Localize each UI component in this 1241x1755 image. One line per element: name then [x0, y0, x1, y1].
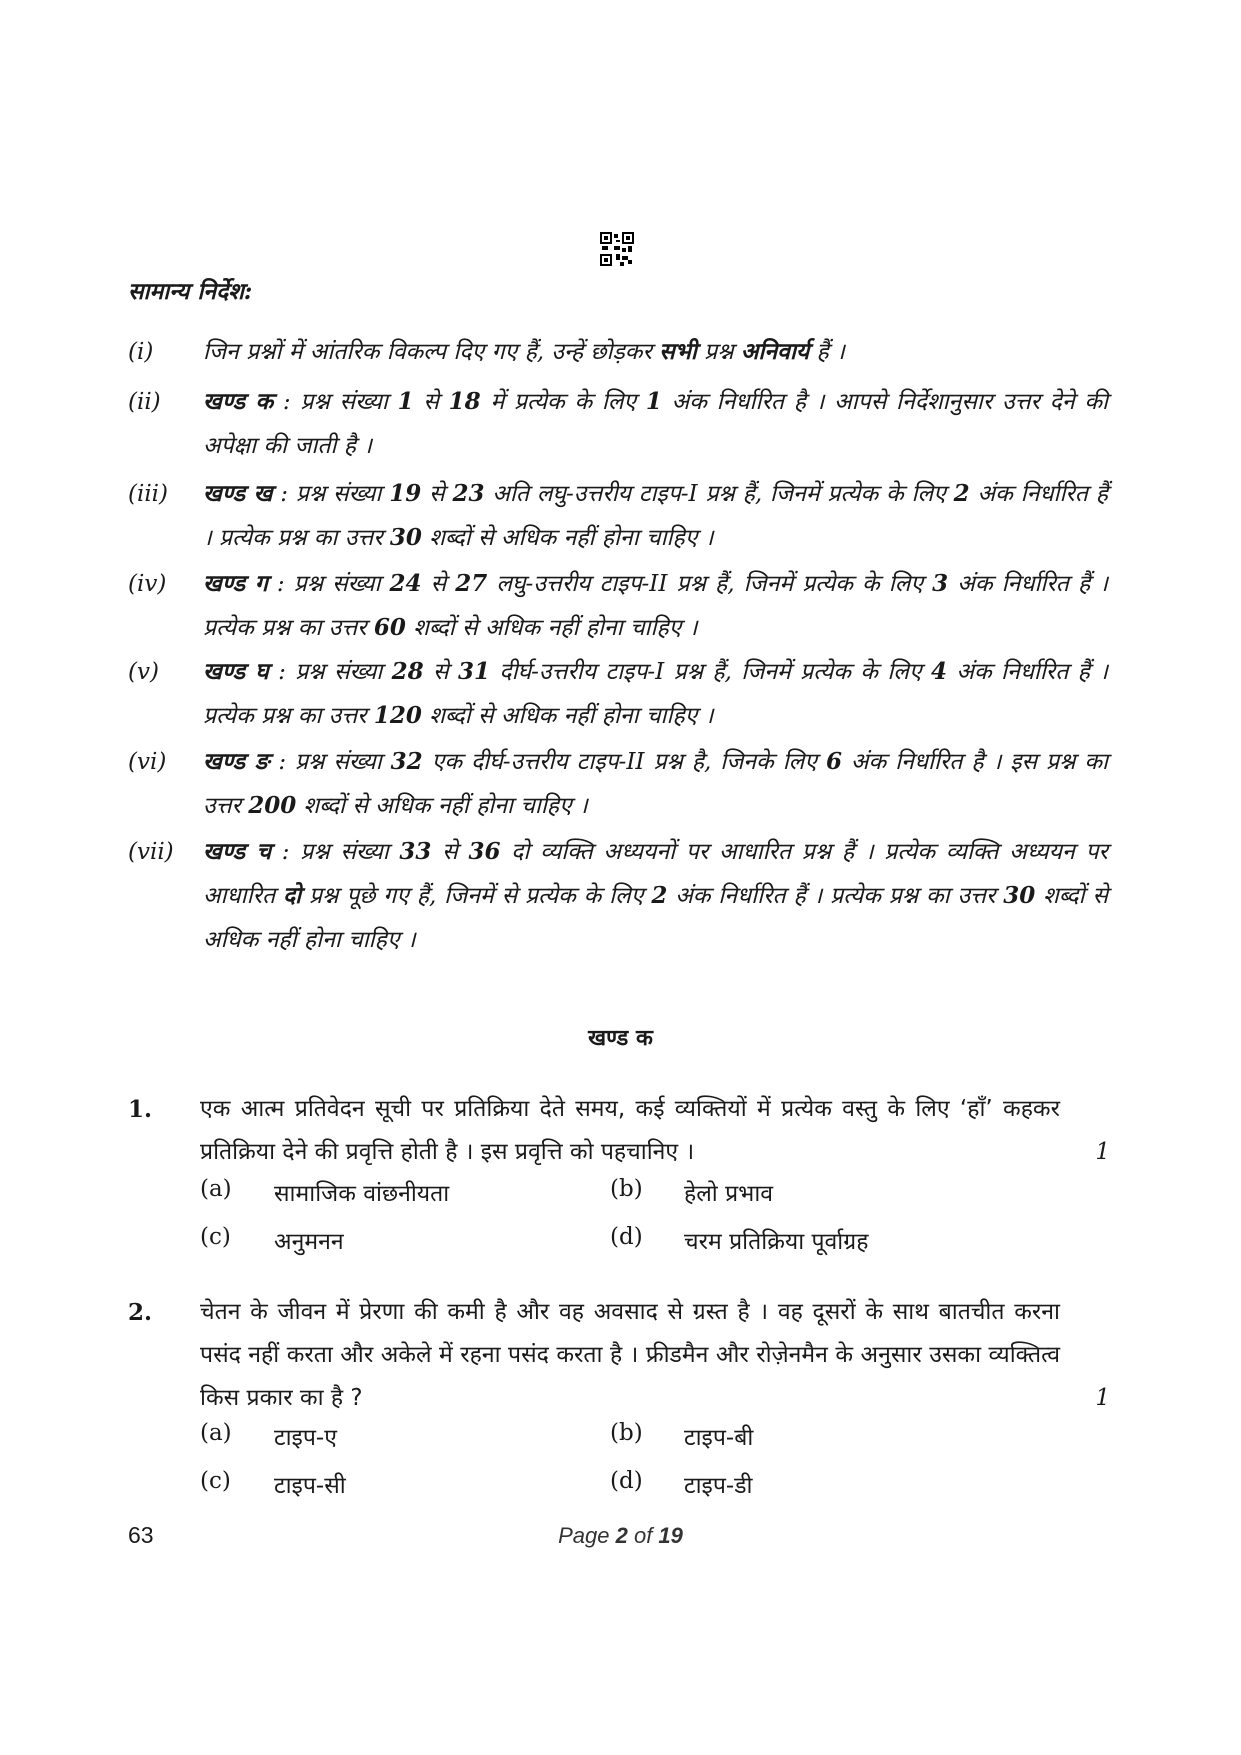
instruction-number: (iii) — [128, 481, 169, 507]
instruction-emphasis: 28 — [391, 658, 424, 685]
instruction-emphasis: 30 — [389, 524, 422, 551]
instruction-emphasis: खण्ड ग — [203, 570, 268, 597]
instruction-text — [203, 330, 1108, 374]
instruction-number: (i) — [128, 339, 154, 365]
question-marks: 1 — [1095, 1385, 1110, 1411]
instruction-run: अंक निर्धारित हैं । प्रत्येक प्रश्न का उत्तर — [203, 659, 1108, 729]
instruction-emphasis: 23 — [452, 480, 485, 507]
instruction-number: (v) — [128, 659, 159, 685]
instruction-run: से — [413, 389, 449, 415]
instruction-run: दो व्यक्ति अध्ययनों पर आधारित प्रश्न हैं । प्रत्येक व्यक्ति अध्ययन पर आधारित — [203, 839, 1108, 909]
option-label: (d) — [610, 1224, 643, 1250]
question-1 — [128, 1088, 1110, 1174]
instruction-run: अंक निर्धारित है । इस प्रश्न का उत्तर — [203, 749, 1108, 819]
instruction-run: से — [423, 659, 458, 685]
option-label: (c) — [200, 1468, 231, 1494]
instruction-run: : प्रश्न संख्या — [271, 839, 400, 865]
option-text: टाइप-सी — [274, 1473, 346, 1499]
page-prefix: Page — [558, 1523, 616, 1548]
instruction-emphasis: 27 — [455, 570, 488, 597]
instruction-run: अंक निर्धारित हैं । प्रत्येक प्रश्न का उत्तर — [203, 571, 1108, 641]
instruction-emphasis: 18 — [448, 388, 481, 415]
question-marks: 1 — [1095, 1139, 1110, 1165]
instruction-emphasis: खण्ड च — [203, 838, 272, 865]
instruction-item — [128, 830, 1108, 962]
instruction-emphasis: 1 — [645, 388, 662, 415]
paper-code: 63 — [128, 1522, 154, 1548]
instruction-emphasis: 2 — [651, 882, 668, 909]
instruction-item — [128, 330, 1108, 374]
question-text: चेतन के जीवन में प्रेरणा की कमी है और वह अवसाद से ग्रस्त है । वह दूसरों के साथ बातचीत करना पसंद नहीं करता और अकेले में रहना पसंद करता है । फ्रीडमैन और रोज़ेनमैन के अनुसार उसका व्यक्तित्व किस प्रकार का है ? — [200, 1299, 1060, 1411]
instruction-run: से — [431, 839, 469, 865]
option-text: टाइप-बी — [684, 1425, 754, 1451]
instruction-emphasis: 3 — [932, 570, 949, 597]
option-label: (b) — [610, 1176, 643, 1202]
instruction-run: : प्रश्न संख्या — [273, 389, 398, 415]
instruction-run: प्रश्न पूछे गए हैं, जिनमें से प्रत्येक के लिए — [301, 883, 652, 909]
instruction-text — [203, 740, 1108, 828]
option-text: चरम प्रतिक्रिया पूर्वाग्रह — [684, 1229, 869, 1255]
instruction-item — [128, 740, 1108, 828]
instruction-run: अंक निर्धारित हैं । प्रत्येक प्रश्न का उत्तर — [203, 481, 1108, 551]
question-text: एक आत्म प्रतिवेदन सूची पर प्रतिक्रिया देते समय, कई व्यक्तियों में प्रत्येक वस्तु के लिए ‘हाँ’ कहकर प्रतिक्रिया देने की प्रवृत्ति होती है । इस प्रवृत्ति को पहचानिए । — [200, 1096, 1060, 1165]
instruction-emphasis: 60 — [373, 614, 406, 641]
instruction-run: : प्रश्न संख्या — [272, 481, 390, 507]
instruction-run: शब्दों से अधिक नहीं होना चाहिए । — [421, 525, 714, 551]
general-instructions-heading: सामान्य निर्देश: — [128, 278, 253, 305]
instruction-emphasis: खण्ड ङ — [203, 748, 270, 775]
instruction-run: शब्दों से अधिक नहीं होना चाहिए । — [421, 703, 714, 729]
instruction-emphasis: खण्ड ख — [203, 480, 273, 507]
instruction-run: हैं । — [809, 339, 845, 365]
option-label: (c) — [200, 1224, 231, 1250]
instruction-run: दीर्घ-उत्तरीय टाइप-I प्रश्न हैं, जिनमें प्रत्येक के लिए — [489, 659, 931, 685]
section-title: खण्ड क — [588, 1025, 653, 1051]
instruction-run: जिन प्रश्नों में आंतरिक विकल्प दिए गए हैं, उन्हें छोड़कर — [203, 339, 660, 365]
instruction-emphasis: 33 — [399, 838, 432, 865]
instruction-item — [128, 472, 1108, 560]
instruction-emphasis: 2 — [953, 480, 970, 507]
question-number: 1. — [128, 1096, 153, 1123]
instruction-emphasis: 200 — [248, 792, 297, 819]
instruction-run: से — [421, 571, 456, 597]
instruction-emphasis: 36 — [468, 838, 501, 865]
qr-code-icon — [600, 232, 634, 266]
instruction-emphasis: खण्ड क — [203, 388, 274, 415]
instruction-text — [203, 472, 1108, 560]
instruction-run: से — [421, 481, 453, 507]
instruction-emphasis: 1 — [397, 388, 414, 415]
instruction-number: (vi) — [128, 749, 167, 775]
instruction-emphasis: 120 — [373, 702, 422, 729]
option-text: अनुमनन — [274, 1229, 344, 1255]
instruction-text — [203, 830, 1108, 962]
page-current: 2 — [615, 1523, 628, 1548]
option-text: हेलो प्रभाव — [684, 1181, 774, 1207]
option-label: (b) — [610, 1420, 643, 1446]
instruction-run: : प्रश्न संख्या — [268, 659, 392, 685]
instruction-text — [203, 380, 1108, 468]
instruction-run: अंक निर्धारित हैं । प्रत्येक प्रश्न का उत्तर — [667, 883, 1004, 909]
instruction-emphasis: दो — [282, 882, 302, 909]
instruction-run: एक दीर्घ-उत्तरीय टाइप-II प्रश्न है, जिनके लिए — [422, 749, 826, 775]
instruction-run: लघु-उत्तरीय टाइप-II प्रश्न हैं, जिनमें प्रत्येक के लिए — [487, 571, 933, 597]
instruction-number: (iv) — [128, 571, 167, 597]
instruction-text — [203, 562, 1108, 650]
instruction-item — [128, 380, 1108, 468]
option-text: टाइप-डी — [684, 1473, 753, 1499]
page-of: of — [627, 1523, 659, 1548]
question-number: 2. — [128, 1299, 153, 1326]
instruction-run: अंक निर्धारित है । आपसे निर्देशानुसार उत्तर देने की अपेक्षा की जाती है । — [203, 389, 1108, 459]
instruction-item — [128, 650, 1108, 738]
instruction-run: में प्रत्येक के लिए — [480, 389, 646, 415]
instruction-run: प्रश्न — [696, 339, 741, 365]
instruction-run: : प्रश्न संख्या — [269, 749, 391, 775]
instruction-emphasis: 30 — [1003, 882, 1036, 909]
instruction-emphasis: 32 — [390, 748, 423, 775]
option-text: सामाजिक वांछनीयता — [274, 1181, 450, 1207]
instruction-text — [203, 650, 1108, 738]
instruction-number: (vii) — [128, 839, 174, 865]
instruction-item — [128, 562, 1108, 650]
instruction-run: शब्दों से अधिक नहीं होना चाहिए । — [405, 615, 698, 641]
question-2 — [128, 1291, 1110, 1420]
instruction-run: : प्रश्न संख्या — [267, 571, 390, 597]
instruction-run: शब्दों से अधिक नहीं होना चाहिए । — [296, 793, 588, 819]
instruction-emphasis: 6 — [825, 748, 842, 775]
instruction-number: (ii) — [128, 389, 161, 415]
option-label: (a) — [200, 1176, 232, 1202]
instruction-emphasis: खण्ड घ — [203, 658, 269, 685]
option-text: टाइप-ए — [274, 1425, 337, 1451]
instruction-emphasis: 24 — [389, 570, 422, 597]
instruction-emphasis: 31 — [457, 658, 490, 685]
instruction-run: अति लघु-उत्तरीय टाइप-I प्रश्न हैं, जिनमें प्रत्येक के लिए — [484, 481, 954, 507]
page-number — [0, 1523, 1241, 1549]
instruction-emphasis: 4 — [931, 658, 948, 685]
instruction-emphasis: अनिवार्य — [740, 338, 810, 365]
option-label: (d) — [610, 1468, 643, 1494]
instruction-emphasis: सभी — [659, 338, 697, 365]
instruction-emphasis: 19 — [389, 480, 422, 507]
instruction-run: शब्दों से अधिक नहीं होना चाहिए । — [203, 883, 1109, 953]
option-label: (a) — [200, 1420, 232, 1446]
page-total: 19 — [658, 1523, 683, 1548]
